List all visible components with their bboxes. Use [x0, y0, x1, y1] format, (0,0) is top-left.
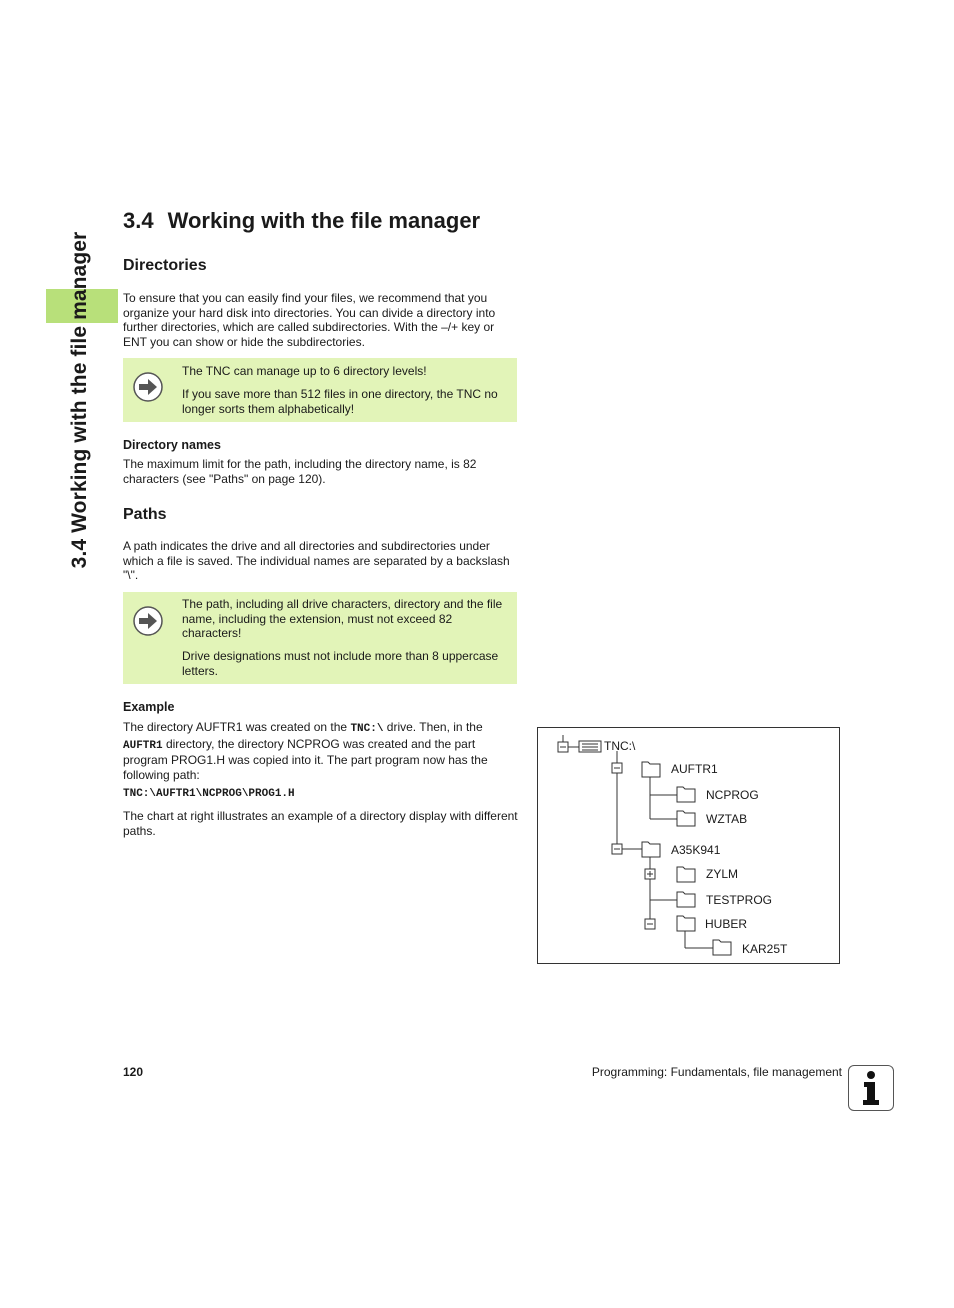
paths-note	[123, 592, 517, 684]
chart-reference-text: The chart at right illustrates an example of a directory display with different paths.	[123, 809, 518, 838]
paths-intro: A path indicates the drive and all directories and subdirectories under which a file is saved. The individual names are separated by a backslash "\".	[123, 539, 510, 582]
info-i-glyph	[849, 1066, 893, 1110]
paths-heading: Paths	[123, 506, 167, 523]
tree-item-root: TNC:\	[604, 739, 636, 753]
tree-item-ncprog: NCPROG	[706, 788, 759, 802]
arrow-right-icon	[133, 606, 163, 636]
directories-intro: To ensure that you can easily find your files, we recommend that you organize your hard disk into directories. You can divide a directory into further directories, which are called subdirectories. With the –/+ key or ENT you can show or hide the subdirectories.	[123, 291, 496, 349]
arrow-right-icon	[133, 372, 163, 402]
info-icon	[848, 1065, 894, 1111]
tree-item-zylm: ZYLM	[706, 867, 739, 881]
directory-names-heading: Directory names	[123, 438, 221, 452]
note-line-2: Drive designations must not include more than 8 uppercase letters.	[182, 649, 499, 678]
section-title: Working with the file manager	[167, 208, 481, 233]
directories-note	[123, 358, 517, 422]
directory-code: AUFTR1	[123, 739, 163, 752]
tree-item-testprog: TESTPROG	[706, 893, 773, 907]
tree-item-huber: HUBER	[705, 917, 748, 931]
directories-heading: Directories	[123, 257, 207, 274]
tree-item-a35k941: A35K941	[671, 843, 721, 857]
tree-item-kar25t: KAR25T	[742, 942, 788, 956]
note-line-2: If you save more than 512 files in one directory, the TNC no longer sorts them alphabetically!	[182, 387, 498, 416]
drive-code: TNC:\	[350, 723, 384, 735]
page-number: 120	[123, 1065, 144, 1079]
directory-names-text: The maximum limit for the path, including the directory name, is 82 characters (see "Paths" on page 120).	[123, 457, 477, 486]
example-heading: Example	[123, 700, 175, 714]
example-text	[123, 720, 519, 782]
example-text-part: drive. Then, in the	[383, 720, 483, 734]
side-tab-title-text: 3.4 Working with the file manager	[68, 231, 91, 569]
page-title	[123, 208, 480, 234]
section-number: 3.4	[123, 208, 154, 233]
note-line-1: The TNC can manage up to 6 directory levels!	[182, 364, 427, 378]
tree-item-auftr1: AUFTR1	[671, 762, 718, 776]
example-text-part: The directory AUFTR1 was created on the	[123, 720, 351, 734]
example-path: TNC:\AUFTR1\NCPROG\PROG1.H	[123, 788, 295, 800]
tree-item-wztab: WZTAB	[706, 812, 748, 826]
example-text-part: directory, the directory NCPROG was created and the part program PROG1.H was copied into it. The part program now has the following path:	[123, 736, 488, 782]
footer-section: Programming: Fundamentals, file management	[591, 1065, 842, 1079]
note-line-1: The path, including all drive characters, directory and the file name, including the extension, must not exceed 82 characters!	[182, 597, 503, 640]
